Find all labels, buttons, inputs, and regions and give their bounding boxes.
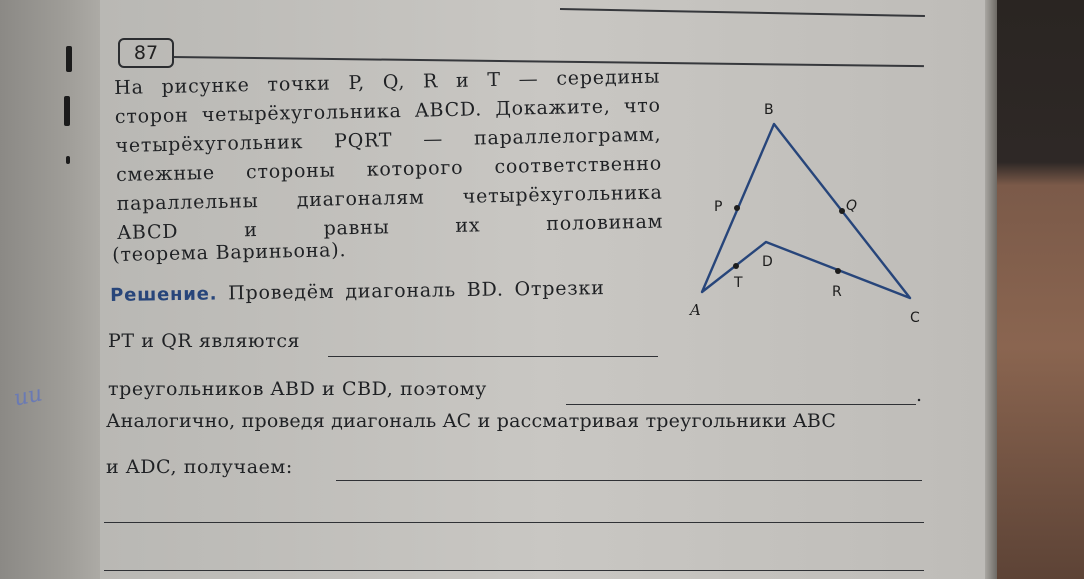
label-a: A bbox=[690, 301, 701, 319]
label-r: R bbox=[832, 284, 842, 300]
label-t: T bbox=[734, 275, 743, 291]
answer-blank-5[interactable] bbox=[104, 522, 924, 523]
margin-handwriting: ии bbox=[11, 381, 45, 412]
point-t bbox=[733, 263, 739, 269]
point-r bbox=[835, 268, 841, 274]
binding-mark bbox=[64, 96, 70, 126]
quadrilateral-figure bbox=[680, 90, 940, 340]
answer-blank-1[interactable] bbox=[328, 356, 658, 357]
point-q bbox=[839, 208, 845, 214]
label-q: Q bbox=[846, 198, 858, 214]
analogy-line: Аналогично, проведя диагональ AC и рассматривая треугольники ABC bbox=[106, 410, 837, 432]
answer-line-4-label: и ADC, получаем: bbox=[106, 456, 293, 478]
desk-left bbox=[0, 0, 110, 579]
binding-mark bbox=[66, 46, 72, 72]
problem-statement-tail: (теорема Вариньона). bbox=[112, 239, 347, 266]
quadrilateral-abcd bbox=[702, 124, 910, 298]
label-p: P bbox=[714, 199, 723, 215]
label-b: B bbox=[764, 102, 774, 118]
point-p bbox=[734, 205, 740, 211]
answer-line-2-end: . bbox=[916, 384, 923, 406]
solution-text: Проведём диагональ BD. Отрезки bbox=[228, 277, 605, 305]
binding-mark bbox=[66, 156, 70, 164]
label-d: D bbox=[762, 254, 773, 270]
answer-line-2-label: треугольников ABD и CBD, поэтому bbox=[108, 378, 487, 400]
answer-blank-2[interactable] bbox=[566, 404, 916, 405]
page-edge bbox=[985, 0, 997, 579]
label-c: C bbox=[910, 310, 920, 326]
solution-label: Решение. bbox=[110, 283, 218, 306]
answer-line-1-label: PT и QR являются bbox=[108, 330, 301, 352]
problem-statement: На рисунке точки P, Q, R и T — середины сторон четырёхугольника ABCD. Докажите, что четырёхугольник PQRT — параллелограмм, смежные стороны которого соответственно параллельны диагоналям четырёхугольника ABCD и равны их половинам bbox=[114, 65, 664, 244]
answer-blank-6[interactable] bbox=[104, 570, 924, 571]
task-number: 87 bbox=[118, 38, 174, 68]
answer-blank-4[interactable] bbox=[336, 480, 922, 481]
